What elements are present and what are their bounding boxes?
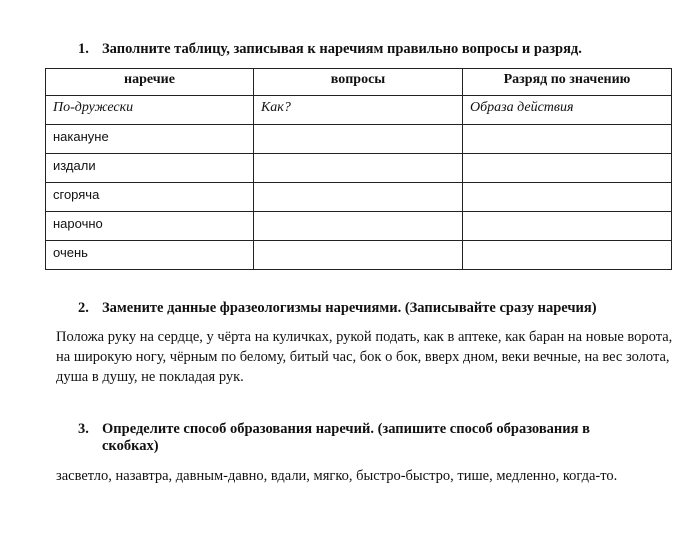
category-cell[interactable] <box>463 212 672 241</box>
task-3-heading <box>78 421 648 455</box>
adverb-cell: сгоряча <box>46 183 254 212</box>
adverb-cell: нарочно <box>46 212 254 241</box>
header-category: Разряд по значению <box>463 69 672 96</box>
category-cell[interactable] <box>463 125 672 154</box>
question-cell[interactable] <box>254 125 463 154</box>
table-row <box>46 183 672 212</box>
category-cell[interactable] <box>463 183 672 212</box>
table-row <box>46 212 672 241</box>
adverb-cell: издали <box>46 154 254 183</box>
table-header-row <box>46 69 672 96</box>
task-1-number: 1. <box>78 41 89 57</box>
example-adverb: По-дружески <box>46 96 254 125</box>
task-3-instruction: Определите способ образования наречий. (запишите способ образования в скобках) <box>102 421 590 454</box>
adverb-cell: накануне <box>46 125 254 154</box>
table-example-row <box>46 96 672 125</box>
question-cell[interactable] <box>254 183 463 212</box>
question-cell[interactable] <box>254 154 463 183</box>
task-2-phraseologisms: Положа руку на сердце, у чёрта на куличках, рукой подать, как в аптеке, как баран на новые ворота, на широкую ногу, чёрным по белому, битый час, бок о бок, вверх дном, веки вечные, на вес золота, душа в душу, не покладая рук. <box>56 329 673 385</box>
table-row <box>46 241 672 270</box>
category-cell[interactable] <box>463 154 672 183</box>
category-cell[interactable] <box>463 241 672 270</box>
question-cell[interactable] <box>254 241 463 270</box>
table-row <box>46 125 672 154</box>
task-1-instruction: Заполните таблицу, записывая к наречиям правильно вопросы и разряд. <box>102 41 582 57</box>
example-question: Как? <box>254 96 463 125</box>
example-category: Образа действия <box>463 96 672 125</box>
question-cell[interactable] <box>254 212 463 241</box>
adverbs-table <box>45 68 672 270</box>
task-2-instruction: Замените данные фразеологизмы наречиями. (Записывайте сразу наречия) <box>102 300 597 316</box>
header-adverb: наречие <box>46 69 254 96</box>
task-3-adverbs: засветло, назавтра, давным-давно, вдали, мягко, быстро-быстро, тише, медленно, когда-то. <box>56 468 618 484</box>
table-row <box>46 154 672 183</box>
task-3-number: 3. <box>78 421 89 437</box>
task-2-number: 2. <box>78 300 89 316</box>
adverb-cell: очень <box>46 241 254 270</box>
header-questions: вопросы <box>254 69 463 96</box>
task-1-heading <box>78 41 678 58</box>
task-2-heading <box>78 300 678 317</box>
